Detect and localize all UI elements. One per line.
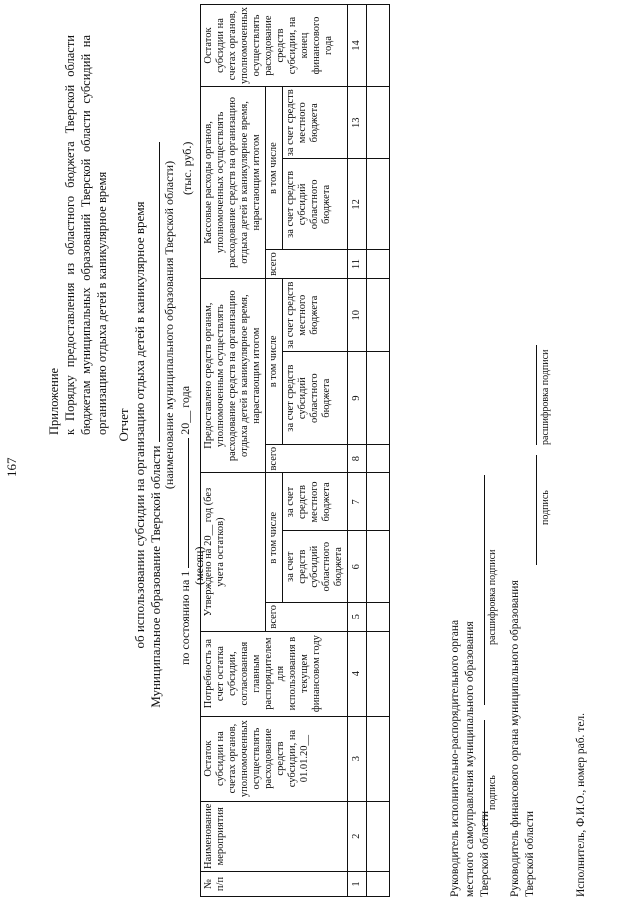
- hdr-name: Наименование мероприятия: [201, 801, 348, 871]
- month-blank: [188, 438, 189, 568]
- hdr-total-approved: всего: [266, 602, 348, 631]
- hdr-local-approved: за счет средств местного бюджета: [283, 473, 348, 531]
- table-cell: [367, 801, 390, 871]
- col-number: 4: [348, 631, 367, 716]
- hdr-regional-provided: за счет средств субсидий областного бюджета: [283, 352, 348, 444]
- head-fin-decoding-hint: расшифровка подписи: [540, 349, 551, 445]
- col-number: 6: [348, 531, 367, 602]
- column-number-row: [348, 5, 367, 897]
- hdr-cash: Кассовые расходы органов, уполномоченных осуществлять расходование средств на организацию отдыха детей в каникулярное время, нарастающим итогом: [201, 87, 266, 279]
- table-cell: [367, 872, 390, 897]
- hdr-num: № п/п: [201, 872, 348, 897]
- table-cell: [367, 278, 390, 352]
- table-cell: [367, 531, 390, 602]
- units-label: (тыс. руб.): [180, 141, 194, 195]
- col-number: 14: [348, 5, 367, 87]
- col-number: 3: [348, 716, 367, 801]
- month-hint: (месяц): [192, 546, 206, 585]
- col-number: 8: [348, 444, 367, 473]
- hdr-balance-end: Остаток субсидии на счетах органов, уполномоченных осуществлять расходование средств субсидии, на конец финансового года: [201, 5, 348, 87]
- municipality-hint: (наименование муниципального образования Тверской области): [162, 160, 176, 490]
- executor-line: Исполнитель, Ф.И.О., номер раб. тел.: [575, 712, 587, 897]
- col-number: 9: [348, 352, 367, 444]
- year-mark: 20__ года: [178, 385, 192, 435]
- hdr-local-provided: за счет средств местного бюджета: [283, 278, 348, 352]
- col-number: 1: [348, 872, 367, 897]
- municipality-label: Муниципальное образование Тверской области: [148, 445, 163, 708]
- report-subtitle: об использовании субсидии на организацию отдыха детей в каникулярное время: [132, 201, 147, 649]
- page-number: 167: [4, 457, 19, 477]
- hdr-regional-cash: за счет средств субсидий областного бюджета: [283, 159, 348, 250]
- table-cell: [367, 444, 390, 473]
- hdr-incl-cash: в том числе: [266, 87, 283, 250]
- table-cell: [367, 87, 390, 159]
- table-cell: [367, 5, 390, 87]
- col-number: 5: [348, 602, 367, 631]
- head-fin-title: Руководитель финансового органа муниципального образования Тверской области: [509, 580, 536, 897]
- hdr-total-cash: всего: [266, 250, 348, 279]
- report-table: [200, 4, 390, 897]
- table-row: [367, 5, 390, 897]
- head-exec-signature-line: [484, 720, 485, 830]
- appendix-text: к Порядку предоставления из областного бюджета Тверской области бюджетам муниципальных образований Тверской области субсидий на организацию отдыха детей в каникулярное время: [63, 35, 109, 435]
- hdr-need: Потребность за счет остатка субсидии, согласованная главным распорядителем для использования в текущем финансовом году: [201, 631, 348, 716]
- head-exec-signature-hint: подпись: [487, 775, 498, 810]
- report-title: Отчет: [116, 408, 131, 442]
- hdr-total-provided: всего: [266, 444, 348, 473]
- appendix-block: [46, 35, 110, 435]
- head-fin-signature-hint: подпись: [540, 490, 551, 525]
- hdr-incl-approved: в том числе: [266, 473, 283, 602]
- col-number: 12: [348, 159, 367, 250]
- as-of-line: [178, 386, 193, 665]
- table-cell: [367, 250, 390, 279]
- table-cell: [367, 159, 390, 250]
- table-cell: [367, 602, 390, 631]
- table-cell: [367, 352, 390, 444]
- col-number: 7: [348, 473, 367, 531]
- head-fin-signature-line: [536, 455, 537, 565]
- hdr-balance-start: Остаток субсидии на счетах органов, уполномоченных осуществлять расходование средств субсидии, на 01.01.20__: [201, 716, 348, 801]
- hdr-regional-approved: за счет средств субсидий областного бюджета: [283, 531, 348, 602]
- table-cell: [367, 631, 390, 716]
- hdr-local-cash: за счет средств местного бюджета: [283, 87, 348, 159]
- head-exec-decoding-line: [484, 475, 485, 705]
- head-exec-title: Руководитель исполнительно-распорядительного органа местного самоуправления муниципального образования Тверской области: [449, 619, 491, 897]
- col-number: 2: [348, 801, 367, 871]
- hdr-approved: Утверждено на 20__ год (без учета остатков): [201, 473, 266, 631]
- col-number: 11: [348, 250, 367, 279]
- col-number: 10: [348, 278, 367, 352]
- head-fin-decoding-line: [536, 345, 537, 445]
- col-number: 13: [348, 87, 367, 159]
- appendix-label: Приложение: [47, 367, 61, 435]
- as-of-label: по состоянию на 1: [178, 570, 192, 665]
- table-cell: [367, 716, 390, 801]
- head-exec-decoding-hint: расшифровка подписи: [487, 549, 498, 645]
- table-cell: [367, 473, 390, 531]
- hdr-provided: Предоставлено средств органам, уполномоченным осуществлять расходование средств на организацию отдыха детей в каникулярное время, нарастающим итогом: [201, 278, 266, 473]
- hdr-incl-provided: в том числе: [266, 278, 283, 444]
- municipality-blank: [159, 142, 160, 442]
